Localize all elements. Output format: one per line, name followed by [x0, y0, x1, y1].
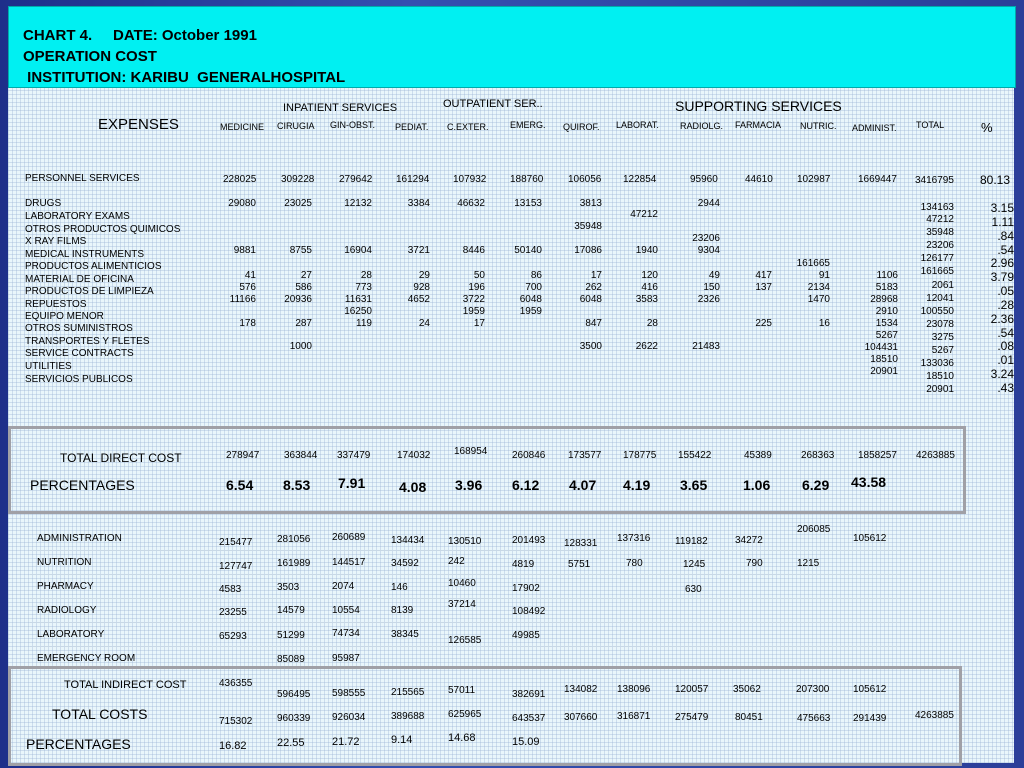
cell: 225 — [755, 318, 772, 329]
cell: 847 — [585, 318, 602, 329]
cell: 102987 — [797, 174, 831, 185]
cell: 6048 — [519, 294, 542, 305]
expenses-heading: EXPENSES — [98, 116, 179, 133]
cell: 596495 — [277, 689, 311, 700]
cell: 47212 — [630, 209, 658, 220]
cell: 127747 — [219, 561, 253, 572]
cell: 38345 — [391, 629, 419, 640]
row-label: PERSONNEL SERVICES — [25, 173, 140, 184]
percent-cell: 1.06 — [743, 477, 771, 493]
col-header-emerg: EMERG. — [510, 120, 546, 130]
cell: 1858257 — [858, 450, 897, 461]
cell: 35062 — [733, 684, 761, 695]
col-header-quirof: QUIROF. — [563, 122, 600, 132]
cell: 155422 — [678, 450, 712, 461]
cell: 196 — [468, 282, 485, 293]
cell: 16250 — [344, 306, 372, 317]
cell: 105612 — [853, 684, 887, 695]
cell: 161294 — [396, 174, 430, 185]
cell: 598555 — [332, 688, 366, 699]
cell: 47212 — [926, 214, 954, 225]
cell: 161989 — [277, 558, 311, 569]
cell: 780 — [626, 558, 643, 569]
percent-cell: 15.09 — [512, 736, 540, 748]
chart-header — [8, 6, 1016, 88]
cell: 268363 — [801, 450, 835, 461]
percent-cell: 16.82 — [219, 740, 247, 752]
cell: 389688 — [391, 711, 425, 722]
col-header-administ: ADMINIST. — [852, 123, 897, 133]
percent-cell: 80.13 — [980, 173, 1011, 187]
cell: 44610 — [745, 174, 773, 185]
percent-cell: 7.91 — [338, 475, 366, 491]
cell: 2074 — [332, 581, 355, 592]
cell: 1215 — [797, 558, 820, 569]
cell: 11631 — [344, 294, 372, 305]
cell: 18510 — [870, 354, 898, 365]
cell: 8446 — [462, 245, 485, 256]
cell: 3384 — [407, 198, 430, 209]
cell: 790 — [746, 558, 763, 569]
direct-cost-box — [8, 426, 966, 514]
cell: 134434 — [391, 535, 425, 546]
percent-cell: 2.36 — [990, 312, 1014, 326]
cell: 2134 — [807, 282, 830, 293]
total-indirect-label: TOTAL INDIRECT COST — [64, 679, 187, 691]
percent-cell: .05 — [997, 284, 1014, 298]
cell: 173577 — [568, 450, 602, 461]
percent-cell: 6.29 — [802, 477, 830, 493]
cell: 260846 — [512, 450, 546, 461]
cell: 28 — [646, 318, 658, 329]
cell: 287 — [295, 318, 312, 329]
cell: 107932 — [453, 174, 487, 185]
cell: 126585 — [448, 635, 482, 646]
cell: 17902 — [512, 583, 540, 594]
cell: 108492 — [512, 606, 546, 617]
percent-cell: 9.14 — [391, 734, 413, 746]
cell: 206085 — [797, 524, 831, 535]
percent-cell: 3.65 — [680, 477, 708, 493]
cell: 309228 — [281, 174, 315, 185]
cell: 27 — [300, 270, 312, 281]
cell: 16 — [818, 318, 830, 329]
cell: 363844 — [284, 450, 318, 461]
cell: 86 — [530, 270, 542, 281]
row-label: DRUGS — [25, 198, 62, 209]
cell: 2061 — [931, 280, 954, 291]
direct-cost-label: TOTAL DIRECT COST — [60, 451, 182, 465]
cell: 85089 — [277, 654, 305, 665]
chart-title: CHART 4. DATE: October 1991 — [23, 27, 257, 44]
cell: 10554 — [332, 605, 360, 616]
cell: 106056 — [568, 174, 602, 185]
col-header-ginobst: GIN-OBST. — [330, 120, 376, 130]
cell: 150 — [703, 282, 720, 293]
cell: 773 — [355, 282, 372, 293]
row-label: MEDICAL INSTRUMENTS — [25, 249, 145, 260]
cell: 2944 — [697, 198, 720, 209]
cell: 576 — [239, 282, 256, 293]
cell: 137316 — [617, 533, 651, 544]
cell: 95960 — [690, 174, 718, 185]
cell: 6048 — [579, 294, 602, 305]
cell: 23206 — [926, 240, 954, 251]
cell: 28 — [360, 270, 372, 281]
cell: 137 — [755, 282, 772, 293]
cell: 122854 — [623, 174, 657, 185]
col-header-percent: % — [981, 120, 993, 135]
indirect-row-label: RADIOLOGY — [37, 605, 97, 616]
cell: 3722 — [462, 294, 485, 305]
indirect-row-label: PHARMACY — [37, 581, 94, 592]
cell: 275479 — [675, 712, 709, 723]
cell: 17 — [473, 318, 485, 329]
col-header-cirugia: CIRUGIA — [277, 121, 315, 131]
cell: 926034 — [332, 712, 366, 723]
cell: 10460 — [448, 578, 476, 589]
cell: 57011 — [448, 685, 476, 696]
cell: 260689 — [332, 532, 366, 543]
cell: 34592 — [391, 558, 419, 569]
indirect-row-label: ADMINISTRATION — [37, 533, 122, 544]
cell: 4263885 — [916, 450, 955, 461]
institution-line: INSTITUTION: KARIBU GENERALHOSPITAL — [23, 69, 346, 86]
cell: 12041 — [926, 293, 954, 304]
group-inpatient: INPATIENT SERVICES — [283, 102, 398, 114]
cell: 5183 — [875, 282, 898, 293]
report-subtitle: OPERATION COST — [23, 48, 157, 65]
row-label: LABORATORY EXAMS — [25, 211, 130, 222]
percent-cell: 8.53 — [283, 477, 311, 493]
percent-cell: .08 — [997, 339, 1014, 353]
cell: 45389 — [744, 450, 772, 461]
percent-cell: 3.15 — [990, 201, 1014, 215]
cell: 35948 — [926, 227, 954, 238]
cell: 18510 — [926, 371, 954, 382]
cell: 134163 — [920, 202, 954, 213]
percent-cell: .54 — [997, 326, 1014, 340]
percent-cell: 3.96 — [455, 477, 483, 493]
cell: 4583 — [219, 584, 242, 595]
cell: 207300 — [796, 684, 830, 695]
cell: 138096 — [617, 684, 651, 695]
cell: 1669447 — [858, 174, 897, 185]
col-header-nutric: NUTRIC. — [800, 121, 837, 131]
cell: 65293 — [219, 631, 247, 642]
cell: 1959 — [462, 306, 485, 317]
indirect-row-label: EMERGENCY ROOM — [37, 653, 136, 664]
percent-cell: 3.79 — [990, 270, 1014, 284]
cell: 5751 — [568, 559, 591, 570]
percent-cell: 6.54 — [226, 477, 254, 493]
cell: 130510 — [448, 536, 482, 547]
cell: 119 — [356, 318, 372, 329]
cell: 4652 — [407, 294, 430, 305]
cell: 28968 — [870, 294, 898, 305]
percent-cell: 21.72 — [332, 736, 360, 748]
cell: 51299 — [277, 630, 305, 641]
cell: 928 — [413, 282, 430, 293]
col-header-radiolg: RADIOLG. — [680, 121, 724, 131]
percent-cell: 4.07 — [569, 477, 597, 493]
cell: 1470 — [807, 294, 830, 305]
cell: 3416795 — [915, 175, 954, 186]
cell: 17 — [590, 270, 602, 281]
cell: 475663 — [797, 713, 831, 724]
percent-cell: 1.11 — [991, 215, 1014, 229]
cell: 161665 — [796, 258, 830, 269]
percent-cell: .84 — [997, 229, 1014, 243]
percent-cell: 2.96 — [990, 256, 1014, 270]
cell: 4819 — [512, 559, 535, 570]
cell: 436355 — [219, 678, 253, 689]
row-label: OTROS PRODUCTOS QUIMICOS — [25, 224, 181, 235]
cell: 715302 — [219, 716, 253, 727]
cell: 91 — [818, 270, 830, 281]
cell: 2910 — [875, 306, 898, 317]
cell: 21483 — [692, 341, 720, 352]
percent-cell: .28 — [997, 298, 1014, 312]
cell: 11166 — [229, 294, 256, 305]
cell: 2622 — [635, 341, 658, 352]
cell: 625965 — [448, 709, 482, 720]
cell: 50140 — [514, 245, 542, 256]
cell: 382691 — [512, 689, 546, 700]
cell: 12132 — [344, 198, 372, 209]
percent-cell: 6.12 — [512, 477, 540, 493]
cell: 41 — [244, 270, 256, 281]
row-label: PRODUCTOS DE LIMPIEZA — [25, 286, 154, 297]
cell: 9881 — [233, 245, 256, 256]
cell: 417 — [755, 270, 772, 281]
cell: 1245 — [683, 559, 706, 570]
cell: 16904 — [344, 245, 372, 256]
cell: 201493 — [512, 535, 546, 546]
row-label: SERVICE CONTRACTS — [25, 348, 134, 359]
cell: 133036 — [920, 358, 954, 369]
col-header-pediat: PEDIAT. — [395, 122, 429, 132]
cell: 119182 — [675, 536, 708, 547]
cell: 215477 — [219, 537, 253, 548]
cell: 262 — [585, 282, 602, 293]
cell: 1959 — [519, 306, 542, 317]
group-supporting: SUPPORTING SERVICES — [675, 98, 842, 114]
cell: 700 — [525, 282, 542, 293]
cell: 1940 — [635, 245, 658, 256]
row-label: UTILITIES — [25, 361, 72, 372]
row-label: X RAY FILMS — [25, 236, 87, 247]
cell: 337479 — [337, 450, 371, 461]
cell: 279642 — [339, 174, 373, 185]
cell: 1534 — [875, 318, 898, 329]
cell: 13153 — [514, 198, 542, 209]
cell: 17086 — [574, 245, 602, 256]
direct-percentages-label: PERCENTAGES — [30, 477, 135, 493]
cell: 24 — [418, 318, 430, 329]
row-label: EQUIPO MENOR — [25, 311, 104, 322]
percent-cell: .01 — [997, 353, 1014, 367]
cell: 3583 — [635, 294, 658, 305]
cell: 80451 — [735, 712, 763, 723]
cell: 3500 — [579, 341, 602, 352]
cell: 105612 — [853, 533, 887, 544]
percent-cell: 4.08 — [399, 479, 427, 495]
cell: 34272 — [735, 535, 763, 546]
cell: 128331 — [564, 538, 598, 549]
cell: 74734 — [332, 628, 360, 639]
cell: 20901 — [926, 384, 954, 395]
row-label: SERVICIOS PUBLICOS — [25, 374, 133, 385]
cell: 20936 — [284, 294, 312, 305]
cell: 281056 — [277, 534, 311, 545]
cell: 307660 — [564, 712, 598, 723]
cell: 95987 — [332, 653, 360, 664]
cell: 278947 — [226, 450, 260, 461]
cell: 178775 — [623, 450, 657, 461]
cell: 416 — [641, 282, 658, 293]
cell: 5267 — [875, 330, 898, 341]
cell: 23255 — [219, 607, 247, 618]
final-percentages-label: PERCENTAGES — [26, 736, 131, 752]
cell: 316871 — [617, 711, 651, 722]
cell: 3275 — [931, 332, 954, 343]
col-header-total: TOTAL — [916, 120, 945, 130]
cell: 174032 — [397, 450, 431, 461]
percent-cell: 3.24 — [990, 367, 1014, 381]
cell: 188760 — [510, 174, 544, 185]
row-label: MATERIAL DE OFICINA — [25, 274, 134, 285]
percent-cell: .54 — [997, 243, 1014, 257]
row-label: OTROS SUMINISTROS — [25, 323, 133, 334]
row-label: PRODUCTOS ALIMENTICIOS — [25, 261, 162, 272]
cell: 1000 — [289, 341, 312, 352]
cell: 23078 — [926, 319, 954, 330]
cell: 37214 — [448, 599, 476, 610]
cell: 8139 — [391, 605, 414, 616]
cell: 3813 — [579, 198, 602, 209]
cell: 215565 — [391, 687, 425, 698]
total-costs-label: TOTAL COSTS — [52, 706, 148, 722]
cell: 1106 — [876, 270, 898, 281]
row-label: TRANSPORTES Y FLETES — [25, 336, 150, 347]
cell: 104431 — [864, 342, 898, 353]
cell: 3721 — [407, 245, 430, 256]
cell: 120 — [641, 270, 658, 281]
cell: 9304 — [697, 245, 720, 256]
cell: 49985 — [512, 630, 540, 641]
cell: 126177 — [920, 253, 954, 264]
cell: 4263885 — [915, 710, 954, 721]
cell: 146 — [391, 582, 408, 593]
cell: 2326 — [697, 294, 720, 305]
cell: 178 — [239, 318, 256, 329]
indirect-row-label: LABORATORY — [37, 629, 105, 640]
cell: 960339 — [277, 713, 311, 724]
cell: 3503 — [277, 582, 300, 593]
col-header-medicine: MEDICINE — [220, 122, 265, 132]
col-header-cexter: C.EXTER. — [447, 122, 489, 132]
cell: 14579 — [277, 605, 305, 616]
cell: 8755 — [289, 245, 312, 256]
cell: 29 — [418, 270, 430, 281]
cell: 46632 — [457, 198, 485, 209]
cell: 5267 — [931, 345, 954, 356]
cell: 134082 — [564, 684, 598, 695]
cell: 291439 — [853, 713, 887, 724]
cell: 161665 — [920, 266, 954, 277]
group-outpatient: OUTPATIENT SER.. — [443, 98, 543, 110]
cell: 100550 — [920, 306, 954, 317]
cell: 630 — [685, 584, 702, 595]
percent-cell: 22.55 — [277, 737, 305, 749]
indirect-row-label: NUTRITION — [37, 557, 92, 568]
row-label: REPUESTOS — [25, 299, 87, 310]
percent-cell: 14.68 — [448, 732, 476, 744]
percent-cell: 4.19 — [623, 477, 651, 493]
col-header-laborat: LABORAT. — [616, 120, 659, 130]
cell: 144517 — [332, 557, 366, 568]
cell: 49 — [708, 270, 720, 281]
cell: 586 — [295, 282, 312, 293]
cell: 168954 — [454, 446, 488, 457]
cell: 242 — [448, 556, 465, 567]
cell: 23025 — [284, 198, 312, 209]
cell: 29080 — [228, 198, 256, 209]
col-header-farmacia: FARMACIA — [735, 120, 782, 130]
cell: 228025 — [223, 174, 257, 185]
cell: 120057 — [675, 684, 709, 695]
cell: 50 — [473, 270, 485, 281]
cell: 20901 — [870, 366, 898, 377]
cell: 35948 — [574, 221, 602, 232]
percent-cell: 43.58 — [851, 474, 887, 490]
cell: 643537 — [512, 713, 546, 724]
percent-cell: .43 — [997, 381, 1014, 395]
cell: 23206 — [692, 233, 720, 244]
